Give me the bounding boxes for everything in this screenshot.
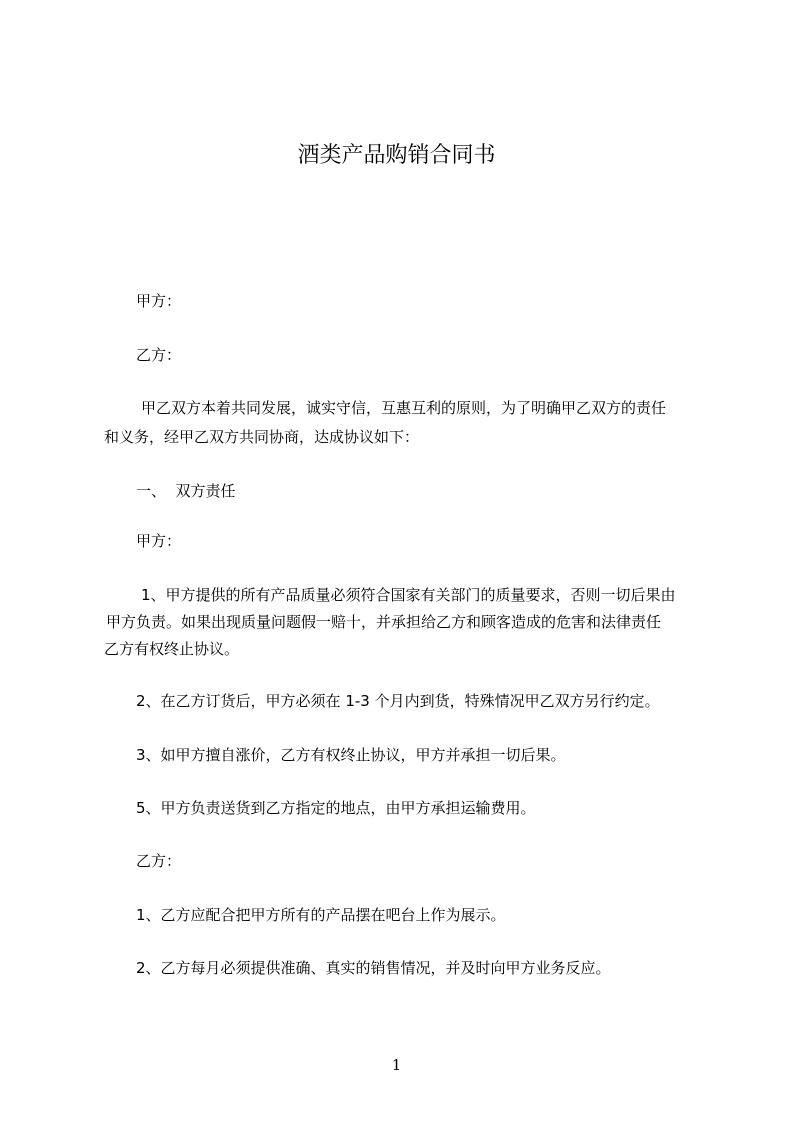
party-b-label: 乙方：	[136, 346, 182, 364]
party-a-item-3: 3、如甲方擅自涨价，乙方有权终止协议，甲方并承担一切后果。	[136, 746, 566, 764]
party-a-item-5: 5、甲方负责送货到乙方指定的地点，由甲方承担运输费用。	[136, 799, 536, 817]
section-party-a-label: 甲方：	[136, 532, 182, 550]
page-number: 1	[391, 1056, 402, 1074]
party-b-item-1: 1、乙方应配合把甲方所有的产品摆在吧台上作为展示。	[136, 906, 506, 924]
document-title: 酒类产品购销合同书	[297, 143, 496, 168]
party-a-item-1-line-3: 乙方有权终止协议。	[104, 640, 240, 658]
party-a-item-1-line-1: 1、甲方提供的所有产品质量必须符合国家有关部门的质量要求，否则一切后果由	[141, 586, 676, 604]
party-a-label: 甲方：	[136, 292, 182, 310]
section-heading-responsibilities: 一、 双方责任	[136, 482, 236, 500]
party-a-item-2: 2、在乙方订货后，甲方必须在 1-3 个月内到货，特殊情况甲乙双方另行约定。	[136, 692, 660, 710]
party-a-item-1-line-2: 甲方负责。如果出现质量问题假一赔十，并承担给乙方和顾客造成的危害和法律责任	[106, 613, 662, 631]
section-party-b-label: 乙方：	[136, 852, 182, 870]
party-b-item-2: 2、乙方每月必须提供准确、真实的销售情况，并及时向甲方业务反应。	[136, 959, 611, 977]
intro-line-1: 甲乙双方本着共同发展，诚实守信，互惠互利的原则，为了明确甲乙双方的责任	[141, 399, 667, 417]
intro-line-2: 和义务，经甲乙双方共同协商，达成协议如下：	[104, 428, 420, 446]
